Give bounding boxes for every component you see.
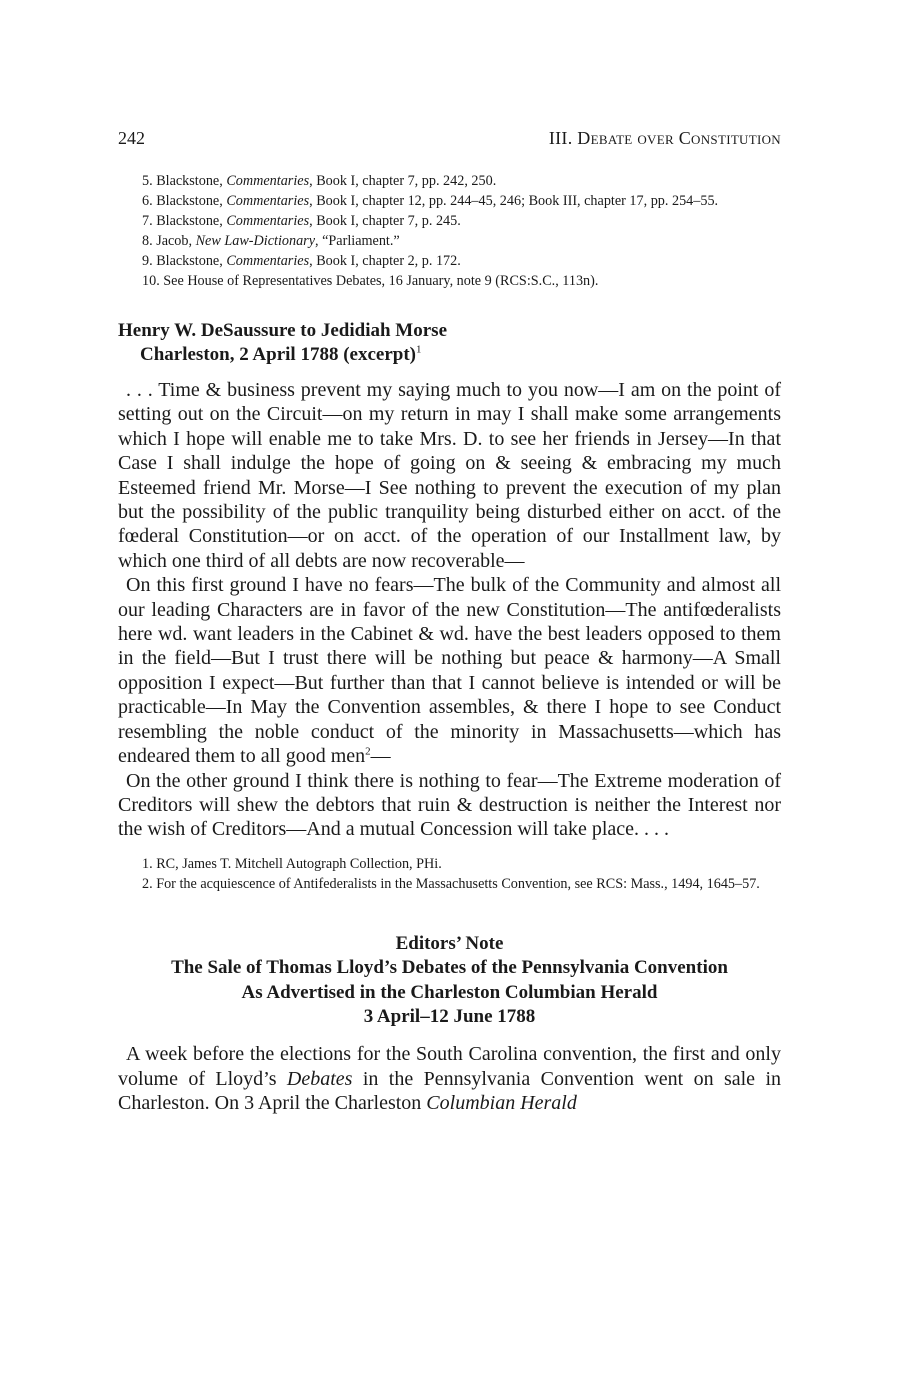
letter-body — [118, 378, 781, 842]
footnote: 1. RC, James T. Mitchell Autograph Collection, PHi. — [142, 855, 442, 872]
footnote: 7. Blackstone, Commentaries, Book I, chapter 7, p. 245. — [142, 213, 461, 229]
note-marker: 2 — [365, 745, 371, 758]
footnote: 10. See House of Representatives Debates, 16 January, note 9 (RCS:S.C., 113n). — [142, 273, 599, 289]
footnotes-top — [118, 171, 781, 291]
note-marker: 1 — [415, 343, 422, 356]
footnote: 2. For the acquiescence of Antifederalists in the Massachusetts Convention, see RCS: Mass., 1494, 1645–57. — [142, 875, 760, 892]
editors-note-body — [118, 1042, 781, 1115]
letter-paragraph: On the other ground I think there is nothing to fear—The Extreme moderation of Creditors will shew the debtors that ruin & destruction is neither the Interest nor the wish of Creditors—And a mutual Concession will take place. . . . — [118, 769, 781, 841]
heading-line: As Advertised in the Charleston Columbian Herald — [241, 981, 658, 1003]
running-head — [118, 128, 781, 149]
letter-heading — [118, 319, 781, 367]
heading-line: The Sale of Thomas Lloyd’s Debates of the Pennsylvania Convention — [171, 957, 728, 979]
book-page — [118, 128, 781, 1116]
section-title: III. Debate over Constitution — [548, 128, 781, 148]
footnote: 6. Blackstone, Commentaries, Book I, chapter 12, pp. 244–45, 246; Book III, chapter 17, pp. 254–55. — [142, 193, 719, 209]
letter-heading-line1: Henry W. DeSaussure to Jedidiah Morse — [118, 320, 448, 341]
editors-note-heading — [118, 932, 781, 1030]
letter-notes — [118, 854, 781, 894]
heading-line: 3 April–12 June 1788 — [363, 1005, 536, 1027]
letter-paragraph: On this first ground I have no fears—The bulk of the Community and almost all our leading Characters are in favor of the new Constitution—The antifœderalists here wd. want leaders in the Cabinet & wd. have the best leaders opposed to them in the field—But I trust there will be nothing but peace & harmony—A Small opposition I expect—But further than that I cannot believe is intended or will be practicable—In May the Convention assembles, & there I hope to see Conduct resembling the noble conduct of the minority in Massachusetts—which has endeared them to all good men$^2$— — [118, 574, 781, 768]
footnote: 9. Blackstone, Commentaries, Book I, chapter 2, p. 172. — [142, 253, 461, 269]
letter-heading-line2: Charleston, 2 April 1788 (excerpt)$^1$ — [140, 343, 422, 365]
footnote: 5. Blackstone, Commentaries, Book I, chapter 7, pp. 242, 250. — [142, 173, 497, 189]
heading-line: Editors’ Note — [395, 932, 504, 954]
page-number: 242 — [118, 128, 145, 148]
footnote: 8. Jacob, New Law-Dictionary, “Parliament.” — [142, 233, 400, 249]
editors-note-paragraph: A week before the elections for the South Carolina convention, the first and only volume of Lloyd’s Debates in the Pennsylvania Convention went on sale in Charleston. On 3 April the Charleston Columbian Herald — [118, 1043, 781, 1115]
letter-paragraph: . . . Time & business prevent my saying much to you now—I am on the point of setting out on the Circuit—on my return in may I shall make some arrangements which I hope will enable me to take Mrs. D. to see her friends in Jersey—In that Case I shall indulge the hope of going on & seeing & embracing my much Esteemed friend Mr. Morse—I See nothing to prevent the execution of my plan but the possibility of the public tranquility being disturbed either on acct. of the fœderal Constitution—or on acct. of the operation of our Installment law, by which one third of all debts are now recoverable— — [118, 379, 781, 572]
